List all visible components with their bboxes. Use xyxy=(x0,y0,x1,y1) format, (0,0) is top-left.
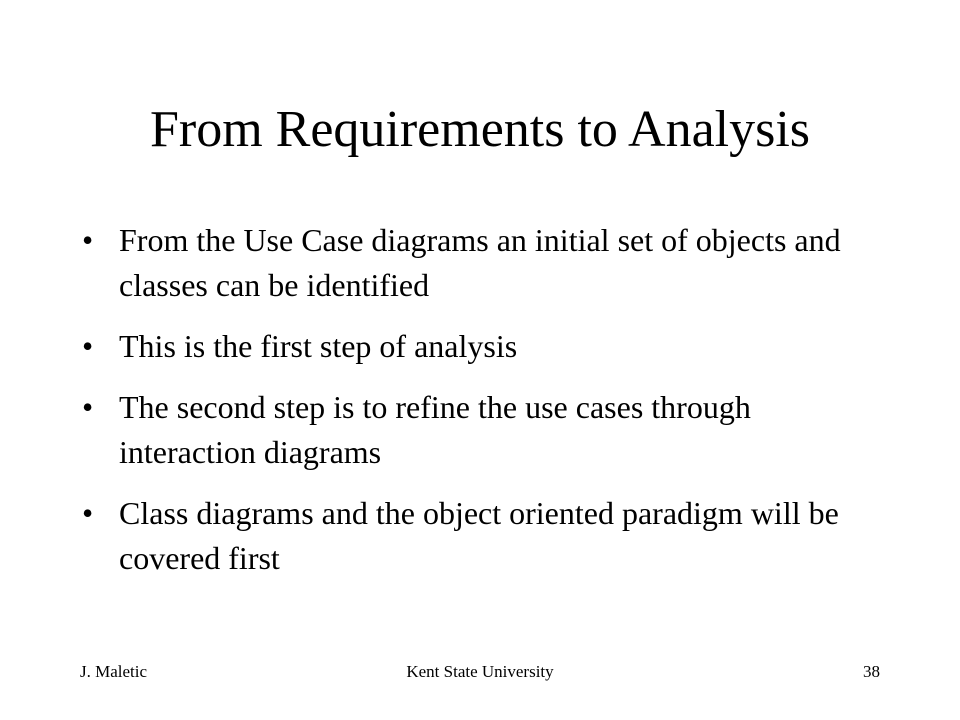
bullet-dot-icon: • xyxy=(82,495,94,531)
bullet-item xyxy=(82,491,882,581)
bullet-item xyxy=(82,324,882,369)
bullet-text: Class diagrams and the object oriented paradigm will be covered first xyxy=(119,495,839,576)
bullet-dot-icon: • xyxy=(82,328,94,364)
bullet-dot-icon: • xyxy=(82,389,94,425)
bullet-dot-icon: • xyxy=(82,222,94,258)
footer-author: J. Maletic xyxy=(80,662,148,681)
bullet-item xyxy=(82,385,882,475)
bullet-text: The second step is to refine the use cases through interaction diagrams xyxy=(119,389,751,470)
bullet-text: From the Use Case diagrams an initial set of objects and classes can be identified xyxy=(119,222,841,303)
bullet-item xyxy=(82,218,882,308)
slide-title: From Requirements to Analysis xyxy=(149,101,811,158)
footer-page-number: 38 xyxy=(863,662,880,681)
bullet-text: This is the first step of analysis xyxy=(119,328,518,364)
bullet-list xyxy=(82,218,882,597)
footer-institution: Kent State University xyxy=(406,662,554,681)
